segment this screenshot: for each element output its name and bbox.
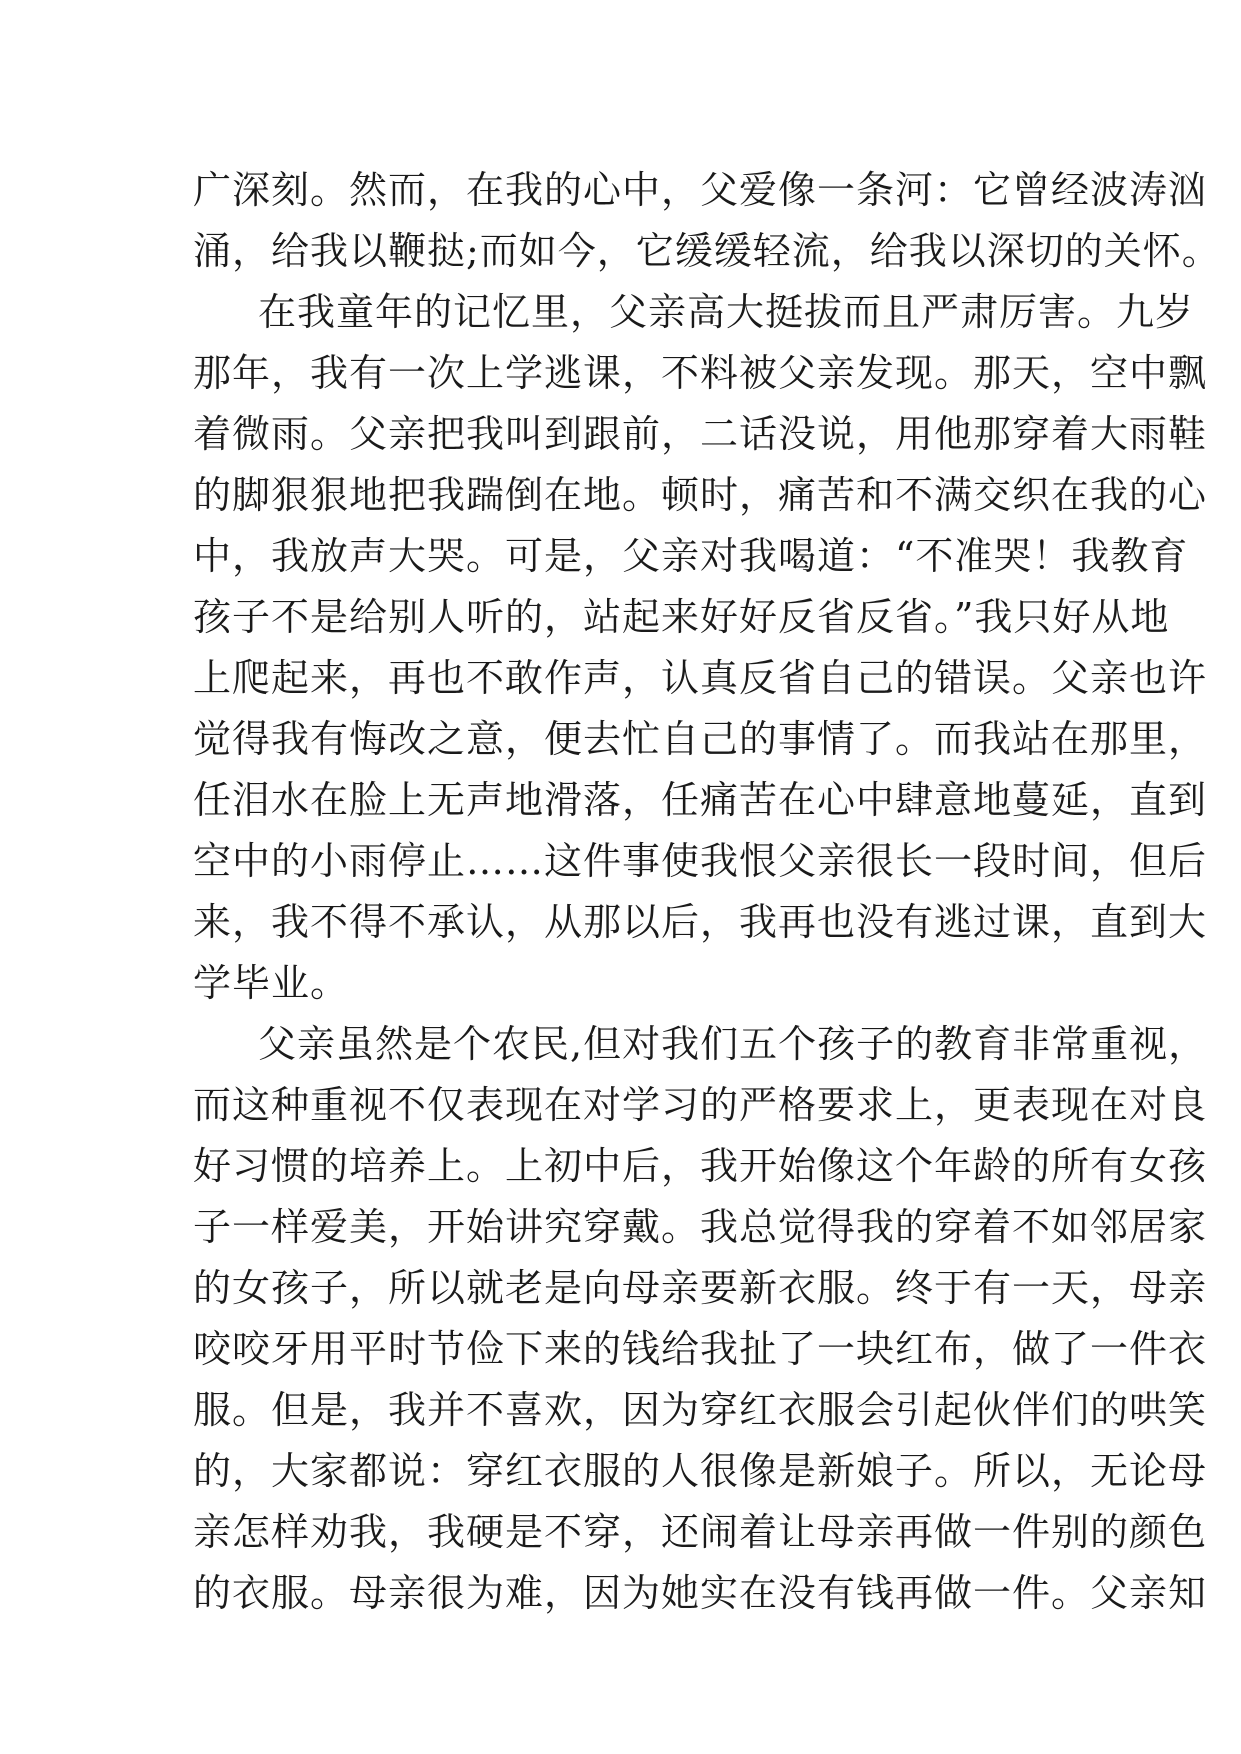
paragraph-start-line: 在我童年的记忆里，父亲高大挺拔而且严肃厉害。九岁 bbox=[258, 290, 1195, 334]
text-line: 上爬起来，再也不敢作声，认真反省自己的错误。父亲也许 bbox=[193, 656, 1208, 700]
text-line: 子一样爱美，开始讲究穿戴。我总觉得我的穿着不如邻居家 bbox=[193, 1205, 1208, 1249]
text-line: 而这种重视不仅表现在对学习的严格要求上，更表现在对良 bbox=[193, 1083, 1208, 1127]
text-line: 任泪水在脸上无声地滑落，任痛苦在心中肆意地蔓延，直到 bbox=[193, 778, 1208, 822]
text-line: 空中的小雨停止……这件事使我恨父亲很长一段时间，但后 bbox=[193, 839, 1208, 883]
text-line: 孩子不是给别人听的，站起来好好反省反省。”我只好从地 bbox=[193, 595, 1170, 639]
paragraph-start-line: 父亲虽然是个农民,但对我们五个孩子的教育非常重视， bbox=[258, 1022, 1208, 1066]
text-line: 好习惯的培养上。上初中后，我开始像这个年龄的所有女孩 bbox=[193, 1144, 1208, 1188]
text-line: 咬咬牙用平时节俭下来的钱给我扯了一块红布，做了一件衣 bbox=[193, 1327, 1208, 1371]
text-line: 的衣服。母亲很为难，因为她实在没有钱再做一件。父亲知 bbox=[193, 1571, 1208, 1615]
text-line: 广深刻。然而，在我的心中，父爱像一条河：它曾经波涛汹 bbox=[193, 168, 1208, 212]
text-line: 涌，给我以鞭挞;而如今，它缓缓轻流，给我以深切的关怀。 bbox=[193, 229, 1221, 273]
text-line: 服。但是，我并不喜欢，因为穿红衣服会引起伙伴们的哄笑 bbox=[193, 1388, 1208, 1432]
text-line: 的，大家都说：穿红衣服的人很像是新娘子。所以，无论母 bbox=[193, 1449, 1208, 1493]
text-line: 那年，我有一次上学逃课，不料被父亲发现。那天，空中飘 bbox=[193, 351, 1208, 395]
text-line: 的女孩子，所以就老是向母亲要新衣服。终于有一天，母亲 bbox=[193, 1266, 1208, 1310]
text-line: 的脚狠狠地把我踹倒在地。顿时，痛苦和不满交织在我的心 bbox=[193, 473, 1208, 517]
text-line: 着微雨。父亲把我叫到跟前，二话没说，用他那穿着大雨鞋 bbox=[193, 412, 1208, 456]
text-line: 亲怎样劝我，我硬是不穿，还闹着让母亲再做一件别的颜色 bbox=[193, 1510, 1208, 1554]
text-line: 觉得我有悔改之意，便去忙自己的事情了。而我站在那里， bbox=[193, 717, 1208, 761]
text-line: 学毕业。 bbox=[193, 961, 350, 1005]
text-line: 来，我不得不承认，从那以后，我再也没有逃过课，直到大 bbox=[193, 900, 1208, 944]
text-line: 中，我放声大哭。可是，父亲对我喝道：“不准哭！我教育 bbox=[193, 534, 1189, 578]
